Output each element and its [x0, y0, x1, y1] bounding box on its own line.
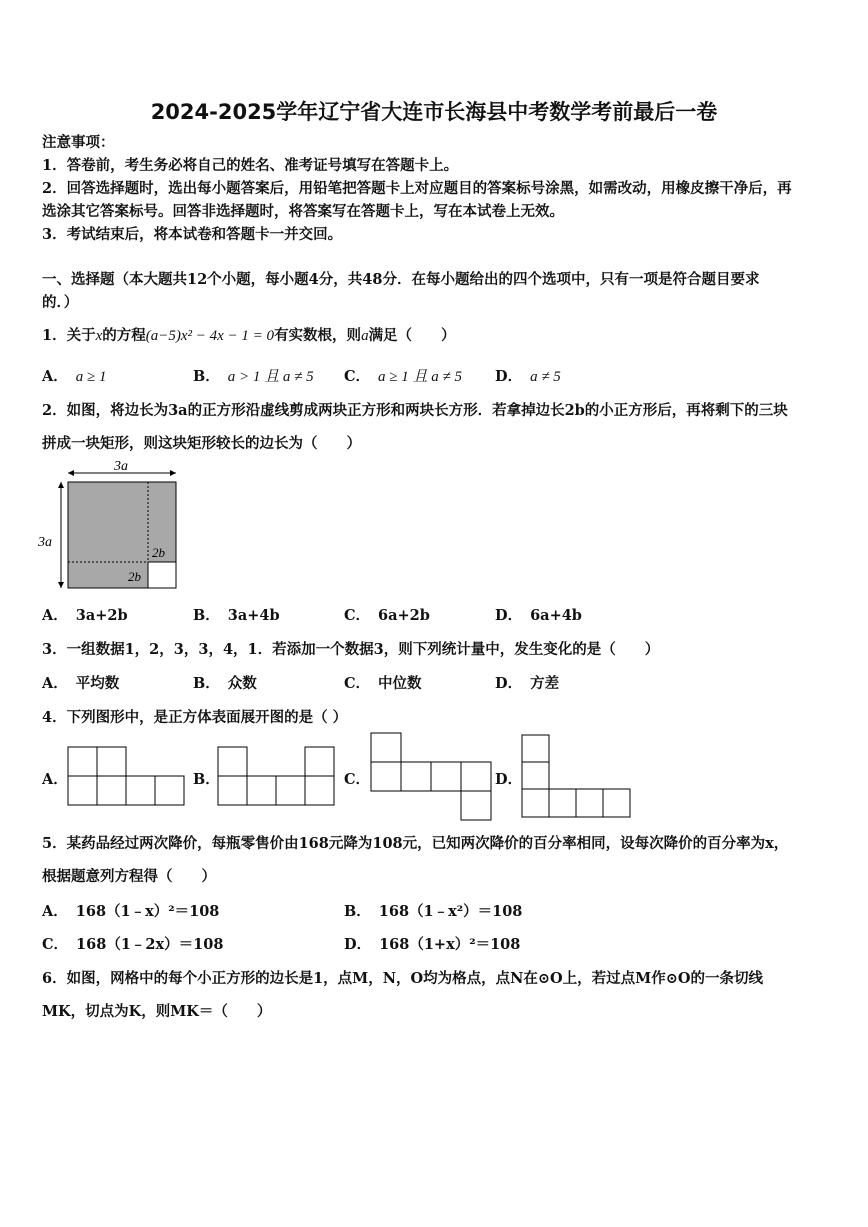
q5-option-a: A． 168（1﹣x）²＝108	[42, 903, 220, 920]
q1-var-x: x	[95, 328, 103, 344]
q3-option-c: C． 中位数	[344, 675, 422, 692]
cube-net-d	[520, 733, 634, 821]
cube-net-c	[369, 731, 495, 823]
q4-option-a-label: A．	[42, 771, 68, 788]
q2-option-a: A． 3a+2b	[42, 607, 128, 624]
q4-option-d-label: D．	[495, 771, 523, 788]
q5-option-c: C． 168（1﹣2x）＝108	[42, 936, 224, 953]
q1-equation: (a−5)x² − 4x − 1 = 0	[145, 328, 275, 344]
q4-option-c-label: C．	[344, 771, 371, 788]
q3-option-b: B． 众数	[193, 675, 257, 692]
q1-option-d: D． a ≠ 5	[495, 368, 561, 385]
q3-option-a: A． 平均数	[42, 675, 120, 692]
question-1	[42, 324, 456, 345]
top-dimension-label: 3a	[114, 459, 128, 474]
section-heading-cont: 的．）	[42, 294, 79, 311]
notice-item-3: 3．考试结束后，将本试卷和答题卡一并交回。	[42, 226, 343, 243]
notice-item-1: 1．答卷前，考生务必将自己的姓名、准考证号填写在答题卡上。	[42, 157, 459, 174]
question-6: 6．如图，网格中的每个小正方形的边长是1，点M，N，O均为格点，点N在⊙O上，若过点M作⊙O的一条切线	[42, 970, 763, 987]
left-dimension-label: 3a	[38, 535, 52, 550]
q1-post: 有实数根，则	[274, 327, 362, 344]
question-2-cont: 拼成一块矩形，则这块矩形较长的边长为（ ）	[42, 435, 361, 452]
q5-option-d: D． 168（1+x）²＝108	[344, 936, 521, 953]
q2-option-d: D． 6a+4b	[495, 607, 582, 624]
question-6-cont: MK，切点为K，则MK＝（ ）	[42, 1003, 272, 1020]
q1-option-a: A． a ≥ 1	[42, 368, 107, 385]
q1-option-c: C． a ≥ 1 且 a ≠ 5	[344, 368, 463, 385]
notice-item-2-cont: 选涂其它答案标号。回答非选择题时，将答案写在答题卡上，写在本试卷上无效。	[42, 203, 564, 220]
page-title: 2024-2025学年辽宁省大连市长海县中考数学考前最后一卷	[150, 100, 718, 124]
q5-option-b: B． 168（1﹣x²）＝108	[344, 903, 523, 920]
small-square	[148, 562, 176, 588]
q2-option-b: B． 3a+4b	[193, 607, 280, 624]
inner-label-right: 2b	[152, 545, 165, 560]
q1-tail: 满足（ ）	[368, 327, 456, 344]
q1-option-b: B． a > 1 且 a ≠ 5	[193, 368, 314, 385]
notice-item-2: 2．回答选择题时，选出每小题答案后，用铅笔把答题卡上对应题目的答案标号涂黑，如需改动，用橡皮擦干净后，再	[42, 180, 792, 197]
question-2: 2．如图，将边长为3a的正方形沿虚线剪成两块正方形和两块长方形．若拿掉边长2b的小正方形后，再将剩下的三块	[42, 402, 788, 419]
inner-label-bottom: 2b	[128, 569, 141, 584]
q1-var-a: a	[361, 328, 369, 344]
q2-option-c: C． 6a+2b	[344, 607, 430, 624]
q3-option-d: D． 方差	[495, 675, 560, 692]
question-5-cont: 根据题意列方程得（ ）	[42, 868, 216, 885]
square-cut-figure	[36, 456, 186, 596]
q1-mid: 的方程	[102, 327, 146, 344]
notice-heading: 注意事项：	[42, 134, 115, 151]
section-heading: 一、选择题（本大题共12个小题，每小题4分，共48分．在每小题给出的四个选项中，只有一项是符合题目要求	[42, 271, 760, 288]
question-4: 4．下列图形中，是正方体表面展开图的是（ ）	[42, 709, 348, 726]
q1-pre: 关于	[66, 327, 96, 344]
cube-net-b	[216, 745, 338, 807]
question-3: 3．一组数据1，2，3，3，4，1．若添加一个数据3，则下列统计量中，发生变化的是（ ）	[42, 641, 660, 658]
cube-net-a	[66, 745, 188, 807]
q4-option-b-label: B．	[193, 771, 220, 788]
question-number: 1．	[42, 327, 67, 344]
question-5: 5．某药品经过两次降价，每瓶零售价由168元降为108元，已知两次降价的百分率相同，设每次降价的百分率为x，	[42, 835, 789, 852]
